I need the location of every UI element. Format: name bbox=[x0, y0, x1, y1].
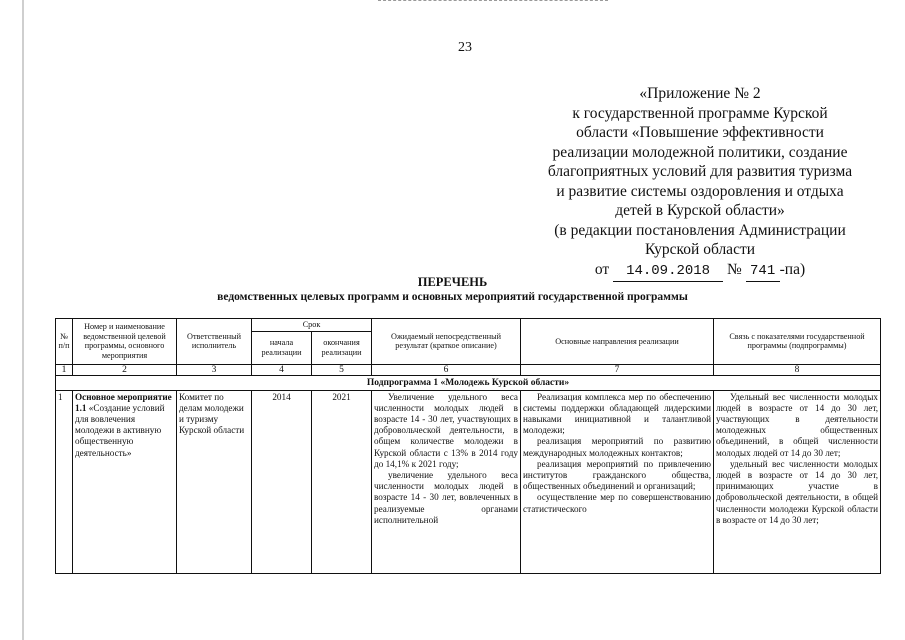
row-name-rest: «Создание условий для вовлечения молодежи в активную общественную деятельность» bbox=[75, 402, 165, 458]
column-number: 3 bbox=[177, 364, 252, 375]
column-number: 1 bbox=[56, 364, 73, 375]
column-number: 8 bbox=[714, 364, 881, 375]
document-subtitle: ведомственных целевых программ и основных мероприятий государственной программы bbox=[217, 291, 688, 303]
column-numbers-row bbox=[56, 364, 881, 375]
row-num: 1 bbox=[56, 390, 73, 573]
row-directions bbox=[521, 390, 714, 573]
header-start: начала реализации bbox=[252, 331, 312, 364]
subprogram-title: Подпрограмма 1 «Молодежь Курской области» bbox=[56, 375, 881, 390]
scan-edge bbox=[22, 0, 24, 640]
appendix-block bbox=[520, 84, 880, 282]
appendix-line: Курской области bbox=[644, 241, 756, 258]
row-end: 2021 bbox=[312, 390, 372, 573]
row-name bbox=[73, 390, 177, 573]
programs-table bbox=[55, 318, 881, 574]
row-executor: Комитет по делам молодежи и туризму Курской области bbox=[177, 390, 252, 573]
header-row bbox=[56, 319, 881, 332]
header-num: № п/п bbox=[56, 319, 73, 365]
subprogram-row bbox=[56, 375, 881, 390]
row-start: 2014 bbox=[252, 390, 312, 573]
link-paragraph: Удельный вес численности молодых людей в возрасте от 14 до 30 лет, участвующих в деятельности молодежных общественных объединений, в общей численности молодых людей от 14 до 30 лет; bbox=[716, 391, 879, 458]
header-directions: Основные направления реализации bbox=[521, 319, 714, 365]
appendix-line: «Приложение № 2 bbox=[639, 85, 761, 102]
page-number: 23 bbox=[458, 40, 472, 55]
top-scan-line bbox=[378, 0, 608, 3]
result-paragraph: Увеличение удельного веса численности молодых людей в возрасте 14 - 30 лет, участвующих в добровольческой деятельности, в общем количестве молодежи в Курской области с 13% в 2014 году до 14,1% к 2021 году; bbox=[374, 391, 519, 469]
column-number: 5 bbox=[312, 364, 372, 375]
from-label: от bbox=[594, 260, 610, 278]
directions-paragraph: реализация мероприятий по развитию международных молодежных контактов; bbox=[523, 436, 712, 458]
header-executor: Ответственный исполнитель bbox=[177, 319, 252, 365]
directions-paragraph: осуществление мер по совершенствованию статистического bbox=[523, 492, 712, 514]
header-term: Срок bbox=[252, 319, 372, 332]
directions-paragraph: реализация мероприятий по привлечению институтов гражданского общества, общественных объединений и организаций; bbox=[523, 458, 712, 492]
header-link: Связь с показателями государственной программы (подпрограммы) bbox=[714, 319, 881, 365]
column-number: 2 bbox=[73, 364, 177, 375]
appendix-line: благоприятных условий для развития туризма bbox=[547, 163, 853, 180]
appendix-line: области «Повышение эффективности bbox=[576, 124, 824, 141]
appendix-line: детей в Курской области» bbox=[615, 202, 785, 219]
result-paragraph: увеличение удельного веса численности молодых людей в возрасте 14 - 30 лет, вовлеченных в реализуемые органами исполнительной bbox=[374, 470, 519, 525]
appendix-line: реализации молодежной политики, создание bbox=[552, 143, 848, 161]
appendix-line: к государственной программе Курской bbox=[572, 104, 828, 122]
decree-date: 14.09.2018 bbox=[613, 262, 723, 283]
link-paragraph: удельный вес численности молодых людей в возрасте от 14 до 30 лет, принимающих участие в добровольческой деятельности, в общей численности молодежи Курской области в возрасте от 14 до 30 лет; bbox=[716, 458, 879, 525]
decree-suffix: -па) bbox=[779, 260, 806, 278]
header-result: Ожидаемый непосредственный результат (краткое описание) bbox=[372, 319, 521, 365]
column-number: 4 bbox=[252, 364, 312, 375]
number-label: № bbox=[726, 260, 742, 278]
table-row bbox=[56, 390, 881, 573]
column-number: 7 bbox=[521, 364, 714, 375]
row-link bbox=[714, 390, 881, 573]
appendix-line: (в редакции постановления Администрации bbox=[554, 221, 846, 239]
header-name: Номер и наименование ведомственной целевой программы, основного мероприятия bbox=[73, 319, 177, 365]
header-end: окончания реализации bbox=[312, 331, 372, 364]
appendix-line: и развитие системы оздоровления и отдыха bbox=[556, 182, 844, 200]
decree-number: 741 bbox=[746, 262, 780, 283]
document-title: ПЕРЕЧЕНЬ bbox=[417, 275, 488, 289]
directions-paragraph: Реализация комплекса мер по обеспечению системы поддержки обладающей лидерскими навыками инициативной и талантливой молодежи; bbox=[523, 391, 712, 436]
column-number: 6 bbox=[372, 364, 521, 375]
row-name-bold: Основное мероприятие 1.1 bbox=[75, 391, 172, 413]
row-result bbox=[372, 390, 521, 573]
